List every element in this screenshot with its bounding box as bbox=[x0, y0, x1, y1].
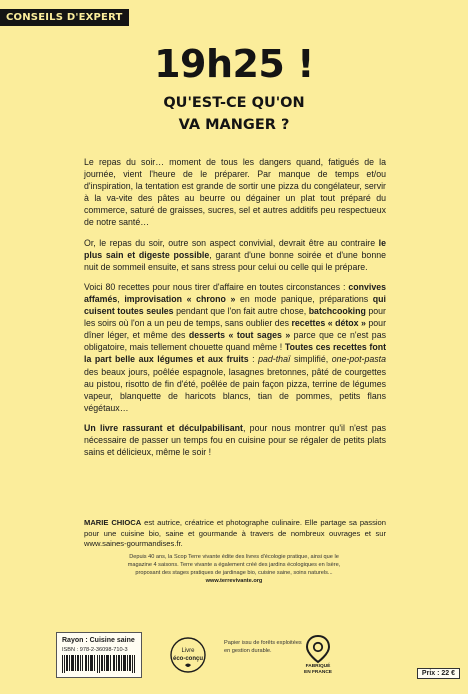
subtitle-line-2: VA MANGER ? bbox=[178, 117, 290, 133]
leaf-icon bbox=[185, 664, 191, 668]
shelving-category: Rayon : Cuisine saine bbox=[62, 637, 135, 644]
eco-design-logo bbox=[168, 635, 208, 677]
subtitle-line-1: QU'EST-CE QU'ON bbox=[163, 95, 305, 111]
book-title: 19h25 ! bbox=[154, 42, 314, 86]
eco-logo-line-2: éco-conçu bbox=[172, 656, 204, 662]
made-in-france-label: FABRIQUÉ EN FRANCE bbox=[304, 664, 332, 676]
location-pin-icon bbox=[304, 634, 332, 664]
price: Prix : 22 € bbox=[417, 668, 460, 679]
paragraph-1: Le repas du soir… moment de tous les dangers quand, fatigués de la journée, vient l'heure de le préparer. Par manque de temps et/ou d'inspiration, la tentation est grande de sortir une pizza du congélateur, servir à la va-vite des pâtes au beurre ou dégainer un plat tout préparé du commerce, saturé de graisses, sucres, sel et autres additifs peu respectueux de notre santé… bbox=[84, 157, 386, 228]
paragraph-3: Voici 80 recettes pour nous tirer d'affaire en toutes circonstances : convives affamés, improvisation « chrono » en mode panique, préparations qui cuisent toutes seules pendant que l'on fait autre chose, batchcooking pour les soirs où l'on a un peu de temps, sans oublier des recettes « détox » pour dîner léger, et même des desserts « tout sages » parce que ce n'est pas obligatoire, mais tellement chouette quand même ! Toutes ces recettes font la part belle aux légumes et aux fruits : pad-thaï simplifié, one-pot-pasta des beaux jours, poêlée espagnole, lasagnes bretonnes, pâté de courgettes au pistou, risotto de fin d'été, poêlée de pain façon pizza, terrine de légumes vapeur, blanquette de haricots blancs, tian de pommes, petits flans végétaux… bbox=[84, 281, 387, 413]
barcode bbox=[62, 655, 136, 673]
paragraph-4: Un livre rassurant et déculpabilisant, pour nous montrer qu'il n'est pas nécessaire de passer un temps fou en cuisine pour se régaler de petits plats sains et délicieux, même le soir ! bbox=[84, 422, 386, 458]
publisher-note bbox=[120, 553, 348, 585]
author-bio bbox=[84, 518, 386, 550]
publisher-text: Depuis 40 ans, la Scop Terre vivante édite des livres d'écologie pratique, ainsi que le magazine 4 saisons. Terre vivante a également créé des jardins écologiques en Isère, proposant des stages pratiques de jardinage bio, cuisine saine, soins naturels... bbox=[127, 554, 341, 576]
paragraph-2: Or, le repas du soir, outre son aspect convivial, devrait être au contraire le plus sain et digeste possible, garant d'une bonne soirée et d'une bonne nuit de sommeil ensuite, et sans stress pour celui ou celle qui le prépare. bbox=[84, 237, 386, 272]
blurb bbox=[84, 156, 386, 470]
isbn: ISBN : 978-2-36098-710-3 bbox=[62, 647, 128, 653]
series-tag: CONSEILS D'EXPERT bbox=[0, 9, 129, 26]
book-subtitle bbox=[0, 92, 468, 136]
eco-logo-line-1: Livre bbox=[181, 648, 195, 654]
shelving-box bbox=[56, 632, 142, 678]
publisher-url[interactable]: www.terrevivante.org bbox=[205, 578, 263, 584]
author-bio-text: est autrice, créatrice et photographe culinaire. Elle partage sa passion pour une cuisine bio, saine et gourmande à travers de nombreux ouvrages et sur www.saines-gourmandises.fr. bbox=[84, 518, 386, 549]
author-name: MARIE CHIOCA bbox=[84, 518, 142, 527]
paper-note: Papier issu de forêts exploitées en gestion durable. bbox=[224, 640, 302, 654]
